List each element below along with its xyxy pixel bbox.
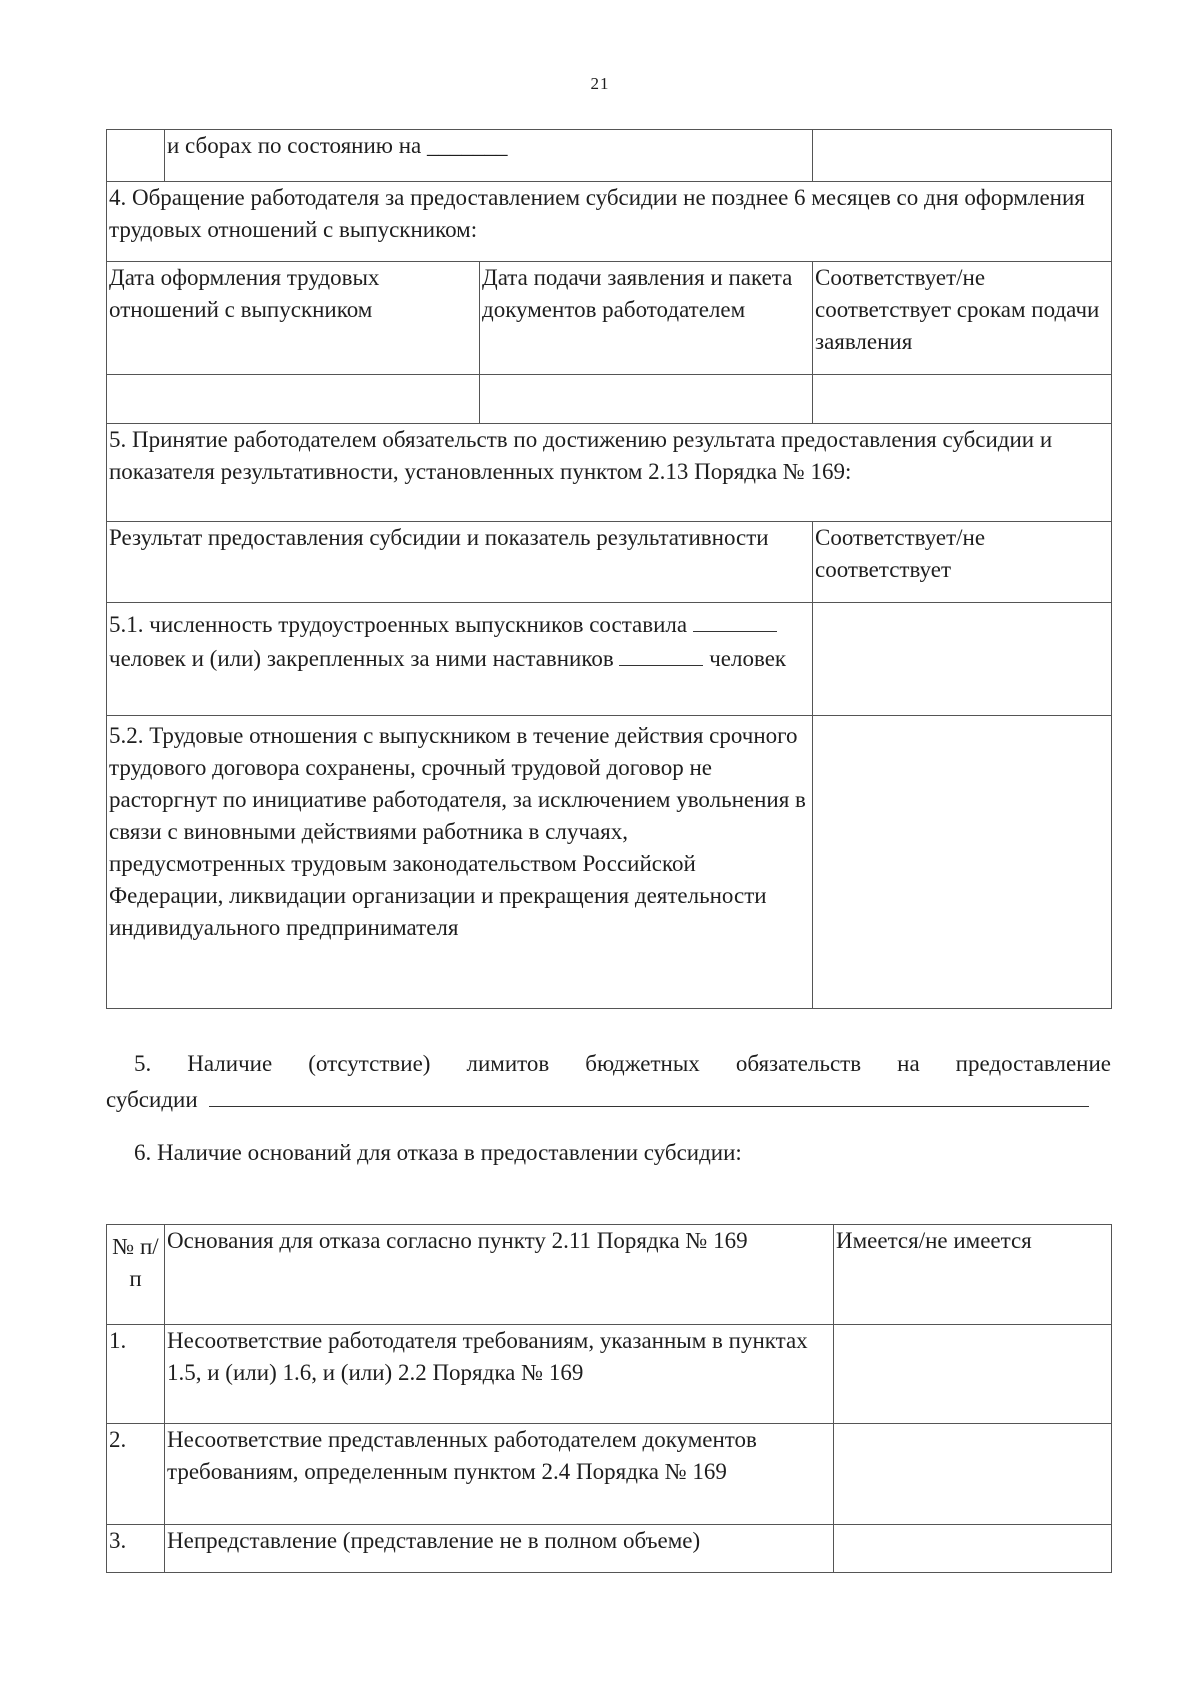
table-header-row [107,1225,1112,1325]
section-5-header-row [107,522,1112,603]
employment-date-header: Дата оформления трудовых отношений с выпускником [107,262,480,375]
row-number: 2. [107,1424,165,1525]
item-5-1-value-cell[interactable] [813,603,1112,716]
refusal-grounds-table [106,1224,1112,1573]
status-column-header: Имеется/не имеется [834,1225,1112,1325]
status-cell[interactable] [834,1525,1112,1573]
item-5-2-cell: 5.2. Трудовые отношения с выпускником в течение действия срочного трудового договора сохранены, срочный трудовой договор не расторгнут по инициативе работодателя, за исключением увольнения в связи с виновными действиями работника в случаях, предусмотренных трудовым законодательством Российской Федерации, ликвидации организации и прекращения деятельности индивидуального предпринимателя [107,716,813,1009]
section-4-row [107,182,1112,262]
section-4-title: 4. Обращение работодателя за предоставлением субсидии не позднее 6 месяцев со дня оформления трудовых отношений с выпускником: [107,182,1112,262]
row-number: 1. [107,1325,165,1424]
reason-text: Несоответствие представленных работодателем документов требованиям, определенным пунктом 2.4 Порядка № 169 [165,1424,834,1525]
item-5-1-row [107,603,1112,716]
result-compliance-header: Соответствует/не соответствует [813,522,1112,603]
item-5-1-text-a: 5.1. численность трудоустроенных выпускников составила [109,612,688,637]
result-indicator-header: Результат предоставления субсидии и показатель результативности [107,522,813,603]
mentors-count-blank[interactable] [619,641,703,666]
reason-column-header: Основания для отказа согласно пункту 2.11 Порядка № 169 [165,1225,834,1325]
section-4-value-row [107,375,1112,424]
graduates-count-blank[interactable] [693,607,777,632]
section-5-row [107,424,1112,522]
item-5-1-cell [107,603,813,716]
reason-text: Несоответствие работодателя требованиям, указанным в пунктах 1.5, и (или) 1.6, и (или) 2.2 Порядка № 169 [165,1325,834,1424]
number-column-header: № п/п [107,1225,165,1325]
verification-table [106,129,1112,1009]
refusal-grounds-heading: 6. Наличие оснований для отказа в предоставлении субсидии: [134,1140,742,1165]
budget-limits-line-1: 5. Наличие (отсутствие) лимитов бюджетных обязательств на предоставление [134,1051,1111,1076]
status-cell[interactable] [834,1325,1112,1424]
budget-limits-line-2 [106,1082,1111,1118]
section-5-title: 5. Принятие работодателем обязательств по достижению результата предоставления субсидии и показателя результативности, установленных пунктом 2.13 Порядка № 169: [107,424,1112,522]
item-5-2-row [107,716,1112,1009]
employment-date-cell[interactable] [107,375,480,424]
table-row [107,130,1112,182]
table-row [107,1424,1112,1525]
taxes-value-cell[interactable] [813,130,1112,182]
row-number-cell [107,130,165,182]
item-5-2-value-cell[interactable] [813,716,1112,1009]
row-number: 3. [107,1525,165,1573]
budget-limits-label: субсидии [106,1087,198,1112]
taxes-text-cell: и сборах по состоянию на _______ [165,130,813,182]
item-5-1-text-c: человек [709,646,787,671]
table-row [107,1325,1112,1424]
item-5-1-text-b: человек и (или) закрепленных за ними наставников [109,646,614,671]
budget-limits-blank[interactable] [209,1082,1089,1107]
application-date-cell[interactable] [480,375,813,424]
reason-text: Непредставление (представление не в полном объеме) [165,1525,834,1573]
deadline-compliance-header: Соответствует/не соответствует срокам подачи заявления [813,262,1112,375]
section-4-header-row [107,262,1112,375]
status-cell[interactable] [834,1424,1112,1525]
page-number: 21 [590,74,610,93]
application-date-header: Дата подачи заявления и пакета документов работодателем [480,262,813,375]
deadline-compliance-cell[interactable] [813,375,1112,424]
table-row [107,1525,1112,1573]
